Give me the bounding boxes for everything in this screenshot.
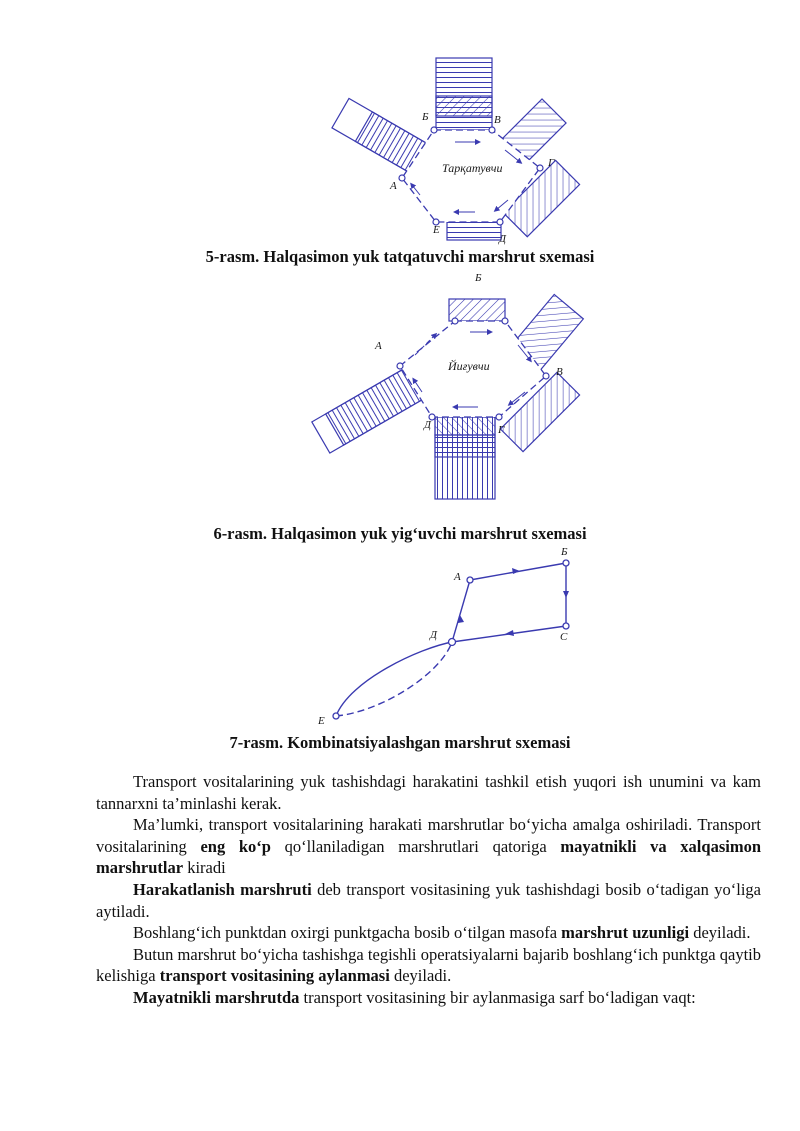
- svg-text:Д: Д: [430, 629, 437, 641]
- paragraph-1: Transport vositalarining yuk tashishdagi harakatini tashkil etish yuqori ish unumini va kam tannarxni ta’minlashi kerak.: [96, 772, 761, 813]
- svg-text:Д: Д: [499, 233, 506, 245]
- fig6-caption: 6-rasm. Halqasimon yuk yig‘uvchi marshrut sxemasi: [213, 524, 587, 543]
- figure-7-combined-route: [310, 540, 600, 730]
- paragraph-3: Harakatlanish marshruti deb transport vositasining yuk tashishdagi bosib o‘tadigan yo‘liga aytiladi.: [96, 879, 761, 921]
- paragraph-6: Mayatnikli marshrutda transport vositasining bir aylanmasiga sarf bo‘ladigan vaqt:: [133, 987, 696, 1007]
- fig6-center-label: Йиғувчи: [448, 359, 490, 373]
- svg-text:В: В: [556, 366, 563, 378]
- svg-text:А: А: [454, 571, 461, 583]
- svg-text:Б: Б: [475, 272, 482, 284]
- svg-text:С: С: [560, 631, 568, 643]
- svg-text:А: А: [375, 340, 382, 352]
- fig5-center-label: Тарқатувчи: [442, 161, 503, 175]
- svg-text:А: А: [390, 180, 397, 192]
- paragraph-2: Ma’lumki, transport vositalarining harakati marshrutlar bo‘yicha amalga oshiriladi. Transport vositalarining eng ko‘p qo‘llaniladigan marshrutlari qatoriga mayatnikli va xalqasimon marshrutlar kiradi: [96, 815, 761, 878]
- svg-text:Г: Г: [548, 157, 555, 169]
- svg-text:В: В: [494, 114, 501, 126]
- body-text: [96, 771, 761, 1009]
- svg-text:Д: Д: [424, 419, 431, 431]
- svg-text:Г: Г: [498, 424, 505, 436]
- svg-text:Б: Б: [561, 546, 568, 558]
- paragraph-5: Butun marshrut bo‘yicha tashishga tegishli operatsiyalarni bajarib boshlang‘ich punktga qaytib kelishiga transport vositasining aylanmasi deyiladi.: [96, 944, 761, 986]
- figure-6-collection-route: [300, 268, 600, 503]
- paragraph-4: Boshlang‘ich punktdan oxirgi punktgacha bosib o‘tilgan masofa marshrut uzunligi deyiladi.: [133, 923, 751, 943]
- fig5-caption: 5-rasm. Halqasimon yuk tatqatuvchi marshrut sxemasi: [205, 247, 595, 266]
- svg-text:Е: Е: [318, 715, 325, 727]
- fig7-caption: 7-rasm. Kombinatsiyalashgan marshrut sxemasi: [229, 733, 571, 752]
- figure-5-distribution-route: [300, 50, 590, 250]
- svg-text:Е: Е: [433, 224, 440, 236]
- svg-text:Б: Б: [422, 111, 429, 123]
